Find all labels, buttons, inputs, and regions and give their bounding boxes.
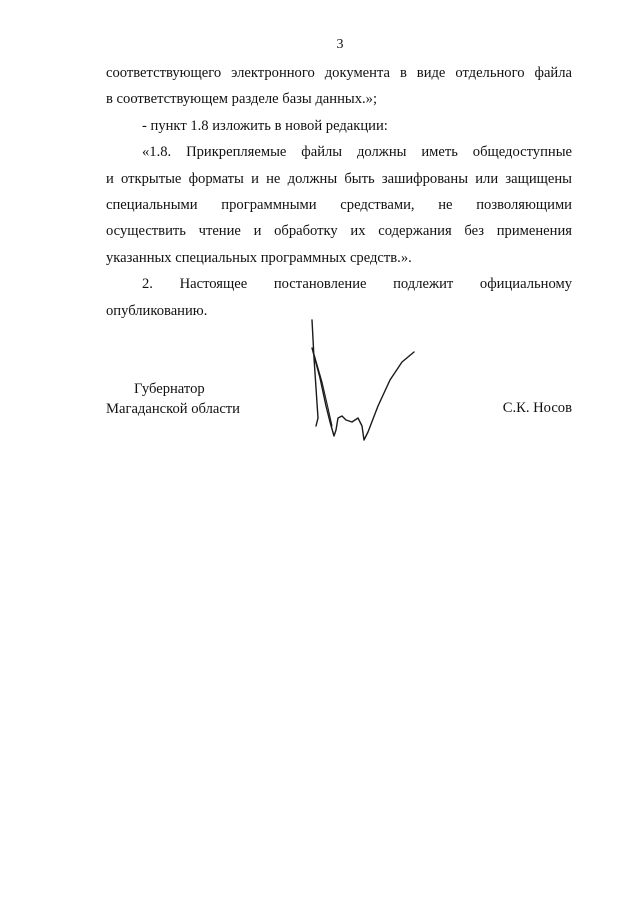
signatory-title-line: Магаданской области: [106, 401, 240, 417]
signatory-title: [134, 378, 205, 400]
paragraph-line: опубликованию.: [106, 302, 208, 319]
signatory-region: [106, 398, 240, 420]
paragraph-line: указанных специальных программных средств.».: [106, 249, 412, 266]
document-body: [106, 60, 572, 324]
paragraph-line: соответствующего электронного документа в виде отдельного файла: [106, 65, 572, 81]
paragraph-line: в соответствующем разделе базы данных.»;: [106, 91, 378, 108]
signatory-title-line: Губернатор: [134, 381, 205, 397]
paragraph-line: и открытые форматы и не должны быть зашифрованы или защищены: [106, 170, 572, 187]
page-number: 3: [336, 37, 344, 52]
handwritten-signature: [298, 318, 428, 448]
signatory-name: С.К. Носов: [502, 400, 572, 416]
paragraph-line: 2. Настоящее постановление подлежит официальному: [142, 276, 572, 293]
paragraph-line: - пункт 1.8 изложить в новой редакции:: [142, 117, 388, 134]
paragraph-line: «1.8. Прикрепляемые файлы должны иметь общедоступные: [142, 144, 572, 161]
paragraph-line: специальными программными средствами, не позволяющими: [106, 197, 572, 214]
paragraph-line: осуществить чтение и обработку их содержания без применения: [106, 223, 572, 240]
